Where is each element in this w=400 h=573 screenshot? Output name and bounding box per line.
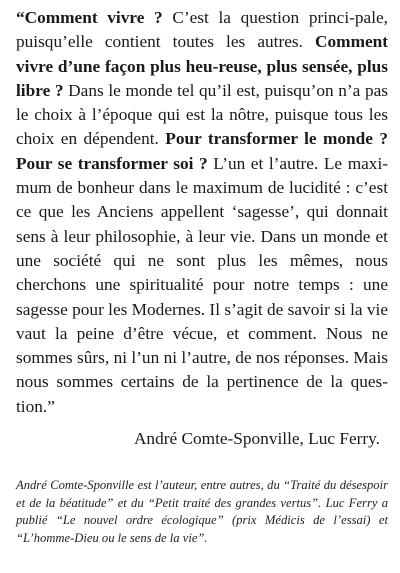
quote-text-3: L’un et l’autre. Le maxi-mum de bonheur dans le maximum de lucidité : c’est ce que les Anciens appellent ‘sagesse’, qui donnait sens à leur philosophie, à leur vie. Dans un monde et une société qui ne sont plus les mêmes, nous cherchons une spiritualité pour notre temps : une sagesse pour les Modernes. Il s’agit de savoir si la vie vaut la peine d’être vécue, et comment. Nous ne sommes sûrs, ni l’un ni l’autre, de nos réponses. Mais nous sommes certains de la pertinence de la ques-tion.” bbox=[16, 153, 388, 416]
quote-paragraph bbox=[16, 6, 388, 419]
quote-text-2: Dans le monde tel qu’il est, puisqu’on n’a pas le choix à l’époque qui est la nôtre, puisque tous les choix en dépendent. bbox=[16, 80, 389, 149]
attribution: André Comte-Sponville, Luc Ferry. bbox=[133, 429, 380, 449]
question-1: Comment vivre ? bbox=[24, 8, 163, 27]
quote-text-1: C’est la question princi-pale, puisqu’elle contient toutes les autres. bbox=[16, 8, 388, 52]
question-2: Comment vivre d’une façon plus heu-reuse, plus sensée, plus libre ? bbox=[16, 32, 388, 100]
question-3: Pour transformer le monde ? Pour se transformer soi ? bbox=[16, 129, 388, 173]
opening-quote-mark: “ bbox=[16, 8, 25, 27]
author-bio: André Comte-Sponville est l’auteur, entre autres, du “Traité du désespoir et de la béatitude” et du “Petit traité des grandes vertus”. Luc Ferry a publié “Le nouvel ordre écologique” (prix Médicis de l’essai) et “L’homme-Dieu ou le sens de la vie”. bbox=[16, 478, 388, 545]
